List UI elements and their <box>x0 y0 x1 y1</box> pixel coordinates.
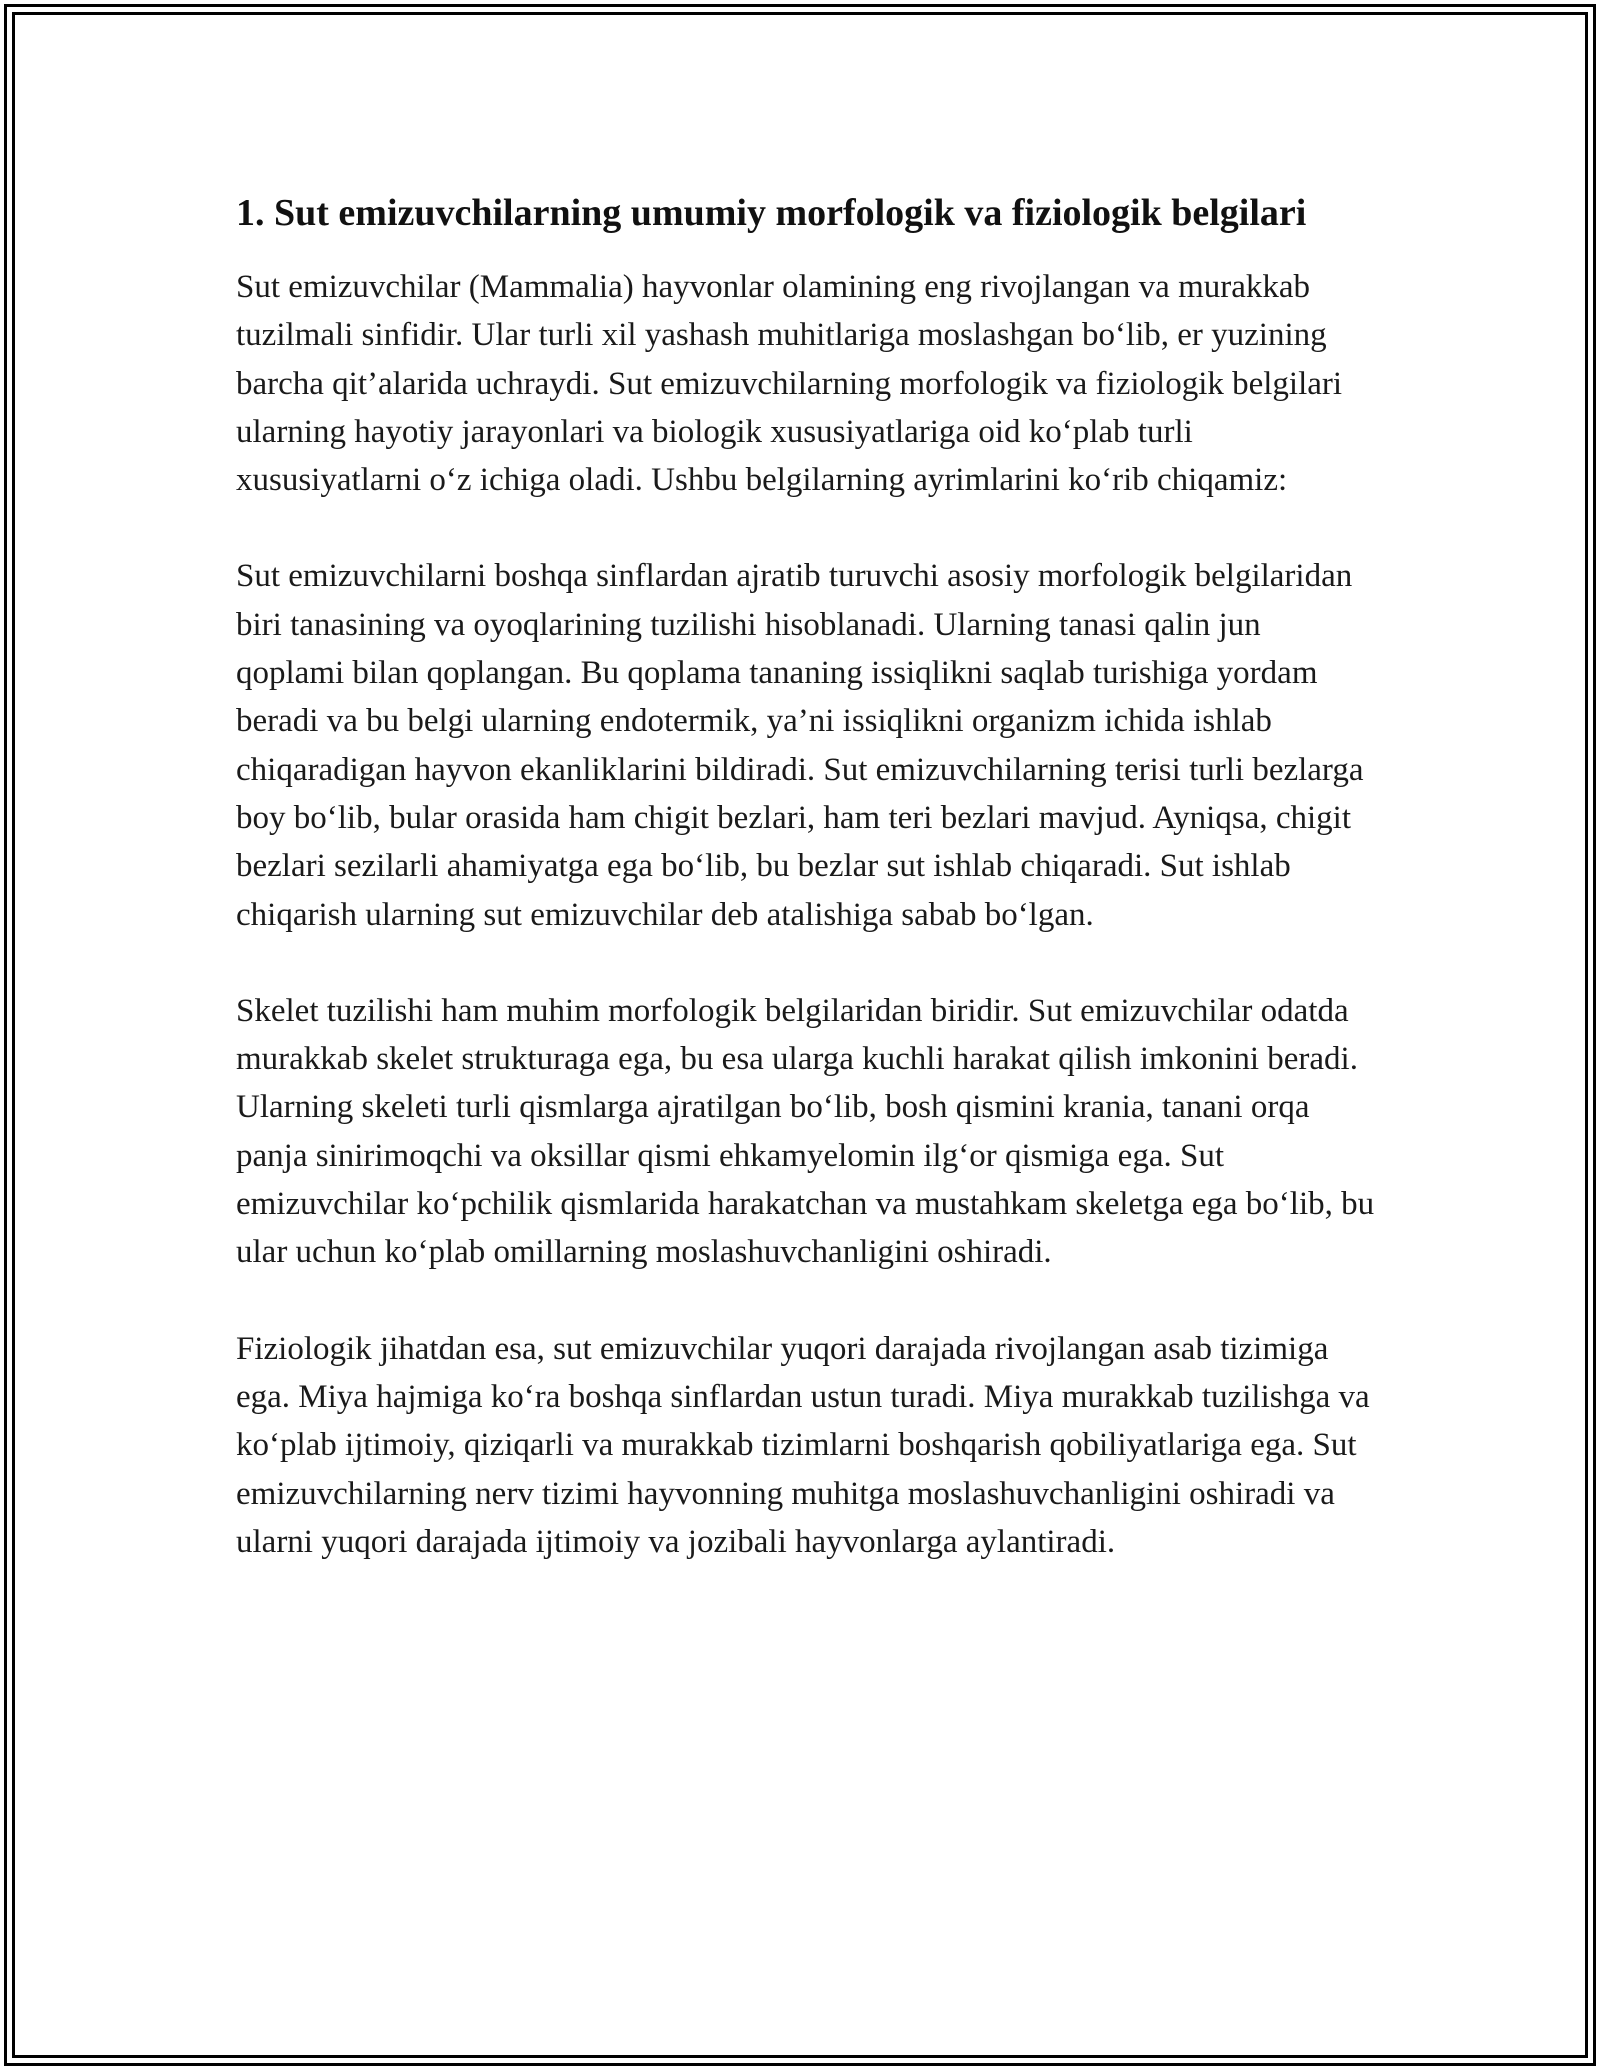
paragraph-morphology: Sut emizuvchilarni boshqa sinflardan ajratib turuvchi asosiy morfologik belgilaridan biri tanasining va oyoqlarining tuzilishi hisoblanadi. Ularning tanasi qalin jun qoplami bilan qoplangan. Bu qoplama tananing issiqlikni saqlab turishiga yordam beradi va bu belgi ularning endotermik, ya’ni issiqlikni organizm ichida ishlab chiqaradigan hayvon ekanliklarini bildiradi. Sut emizuvchilarning terisi turli bezlarga boy bo‘lib, bular orasida ham chigit bezlari, ham teri bezlari mavjud. Ayniqsa, chigit bezlari sezilarli ahamiyatga ega bo‘lib, bu bezlar sut ishlab chiqaradi. Sut ishlab chiqarish ularning sut emizuvchilar deb atalishiga sabab bo‘lgan. <box>236 558 1364 933</box>
page-title: 1. Sut emizuvchilarning umumiy morfologik va fiziologik belgilari <box>236 192 1307 234</box>
paragraph-skeleton: Skelet tuzilishi ham muhim morfologik belgilaridan biridir. Sut emizuvchilar odatda murakkab skelet strukturaga ega, bu esa ularga kuchli harakat qilish imkonini beradi. Ularning skeleti turli qismlarga ajratilgan bo‘lib, bosh qismini krania, tanani orqa panja sinirimoqchi va oksillar qismi ehkamyelomin ilg‘or qismiga ega. Sut emizuvchilar ko‘pchilik qismlarida harakatchan va mustahkam skeletga ega bo‘lib, bu ular uchun ko‘plab omillarning moslashuvchanligini oshiradi. <box>236 992 1375 1271</box>
paragraph-physiology: Fiziologik jihatdan esa, sut emizuvchilar yuqori darajada rivojlangan asab tizimiga ega. Miya hajmiga ko‘ra boshqa sinflardan ustun turadi. Miya murakkab tuzilishga va ko‘plab ijtimoiy, qiziqarli va murakkab tizimlarni boshqarish qobiliyatlariga ega. Sut emizuvchilarning nerv tizimi hayvonning muhitga moslashuvchanligini oshiradi va ularni yuqori darajada ijtimoiy va jozibali hayvonlarga aylantiradi. <box>236 1330 1370 1560</box>
paragraph-intro: Sut emizuvchilar (Mammalia) hayvonlar olamining eng rivojlangan va murakkab tuzilmali sinfidir. Ular turli xil yashash muhitlariga moslashgan bo‘lib, er yuzining barcha qit’alarida uchraydi. Sut emizuvchilarning morfologik va fiziologik belgilari ularning hayotiy jarayonlari va biologik xususiyatlariga oid ko‘plab turli xususiyatlarni o‘z ichiga oladi. Ushbu belgilarning ayrimlarini ko‘rib chiqamiz: <box>236 269 1343 499</box>
document-body <box>236 186 1376 1614</box>
